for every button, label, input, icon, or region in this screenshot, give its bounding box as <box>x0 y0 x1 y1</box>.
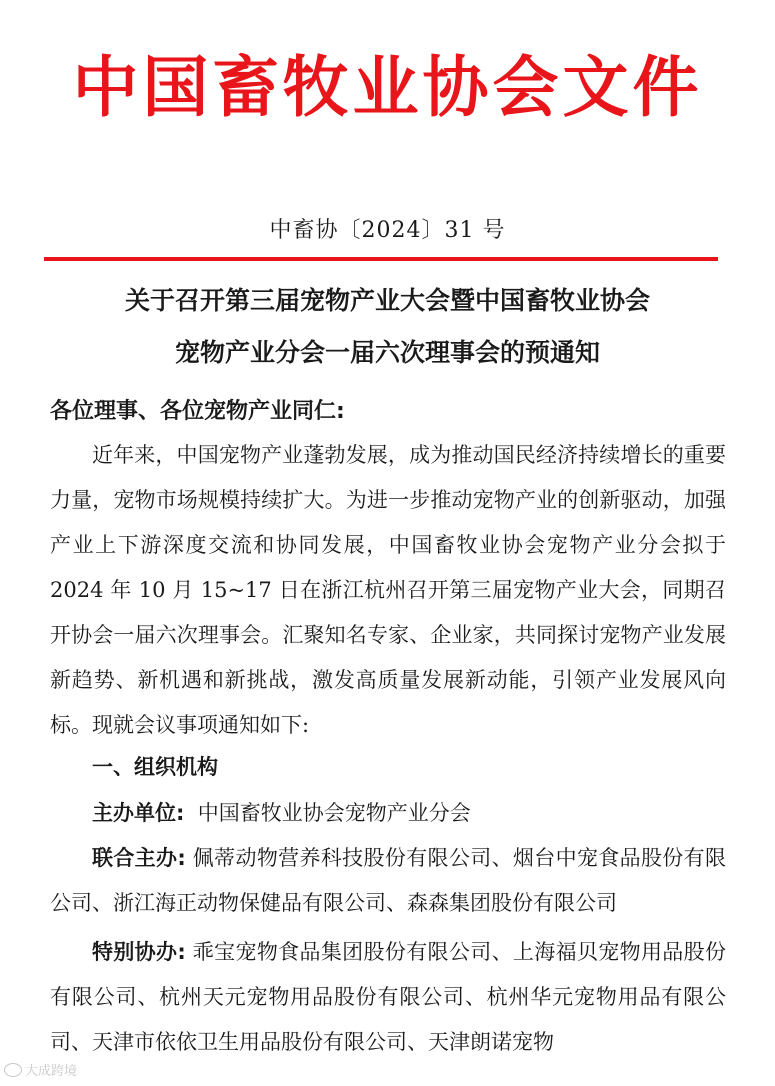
co-organizer-label: 联合主办: <box>92 846 186 870</box>
intro-paragraph: 近年来，中国宠物产业蓬勃发展，成为推动国民经济持续增长的重要力量，宠物市场规模持续扩大。为进一步推动宠物产业的创新驱动，加强产业上下游深度交流和协同发展，中国畜牧业协会宠物产业分会拟于 2024 年 10 月 15~17 日在浙江杭州召开第三届宠物产业大会，同期召开协会一届六次理事会。汇聚知名专家、企业家，共同探讨宠物产业发展新趋势、新机遇和新挑战，激发高质量发展新动能，引领产业发展风向标。现就会议事项通知如下: <box>50 443 726 737</box>
co-organizer-item <box>50 836 726 926</box>
intro-paragraph-block <box>50 433 726 748</box>
notice-title-line-2: 宠物产业分会一届六次理事会的预通知 <box>174 338 600 367</box>
watermark-logo-icon <box>4 1063 22 1077</box>
special-support-text: 乖宝宠物食品集团股份有限公司、上海福贝宠物用品股份有限公司、杭州天元宠物用品股份有限公司、杭州华元宠物用品有限公司、天津市依依卫生用品股份有限公司、天津朗诺宠物 <box>50 940 726 1054</box>
salutation: 各位理事、各位宠物产业同仁: <box>50 399 345 424</box>
watermark <box>4 1060 77 1079</box>
watermark-text: 大成跨境 <box>25 1064 78 1079</box>
organizer-label: 主办单位: <box>92 801 185 825</box>
organizer-item <box>50 791 726 836</box>
document-header-title: 中国畜牧业协会文件 <box>72 49 703 126</box>
notice-title-line-1: 关于召开第三届宠物产业大会暨中国畜牧业协会 <box>124 286 650 315</box>
document-number: 中畜协〔2024〕31 号 <box>269 218 506 243</box>
special-support-label: 特别协办: <box>92 940 186 964</box>
red-divider-line <box>44 257 718 261</box>
co-organizer-text: 佩蒂动物营养科技股份有限公司、烟台中宠食品股份有限公司、浙江海正动物保健品有限公司、森森集团股份有限公司 <box>50 846 726 915</box>
section-heading-organization: 一、组织机构 <box>92 755 218 779</box>
organizer-text: 中国畜牧业协会宠物产业分会 <box>197 801 471 825</box>
special-support-item <box>50 930 726 1065</box>
